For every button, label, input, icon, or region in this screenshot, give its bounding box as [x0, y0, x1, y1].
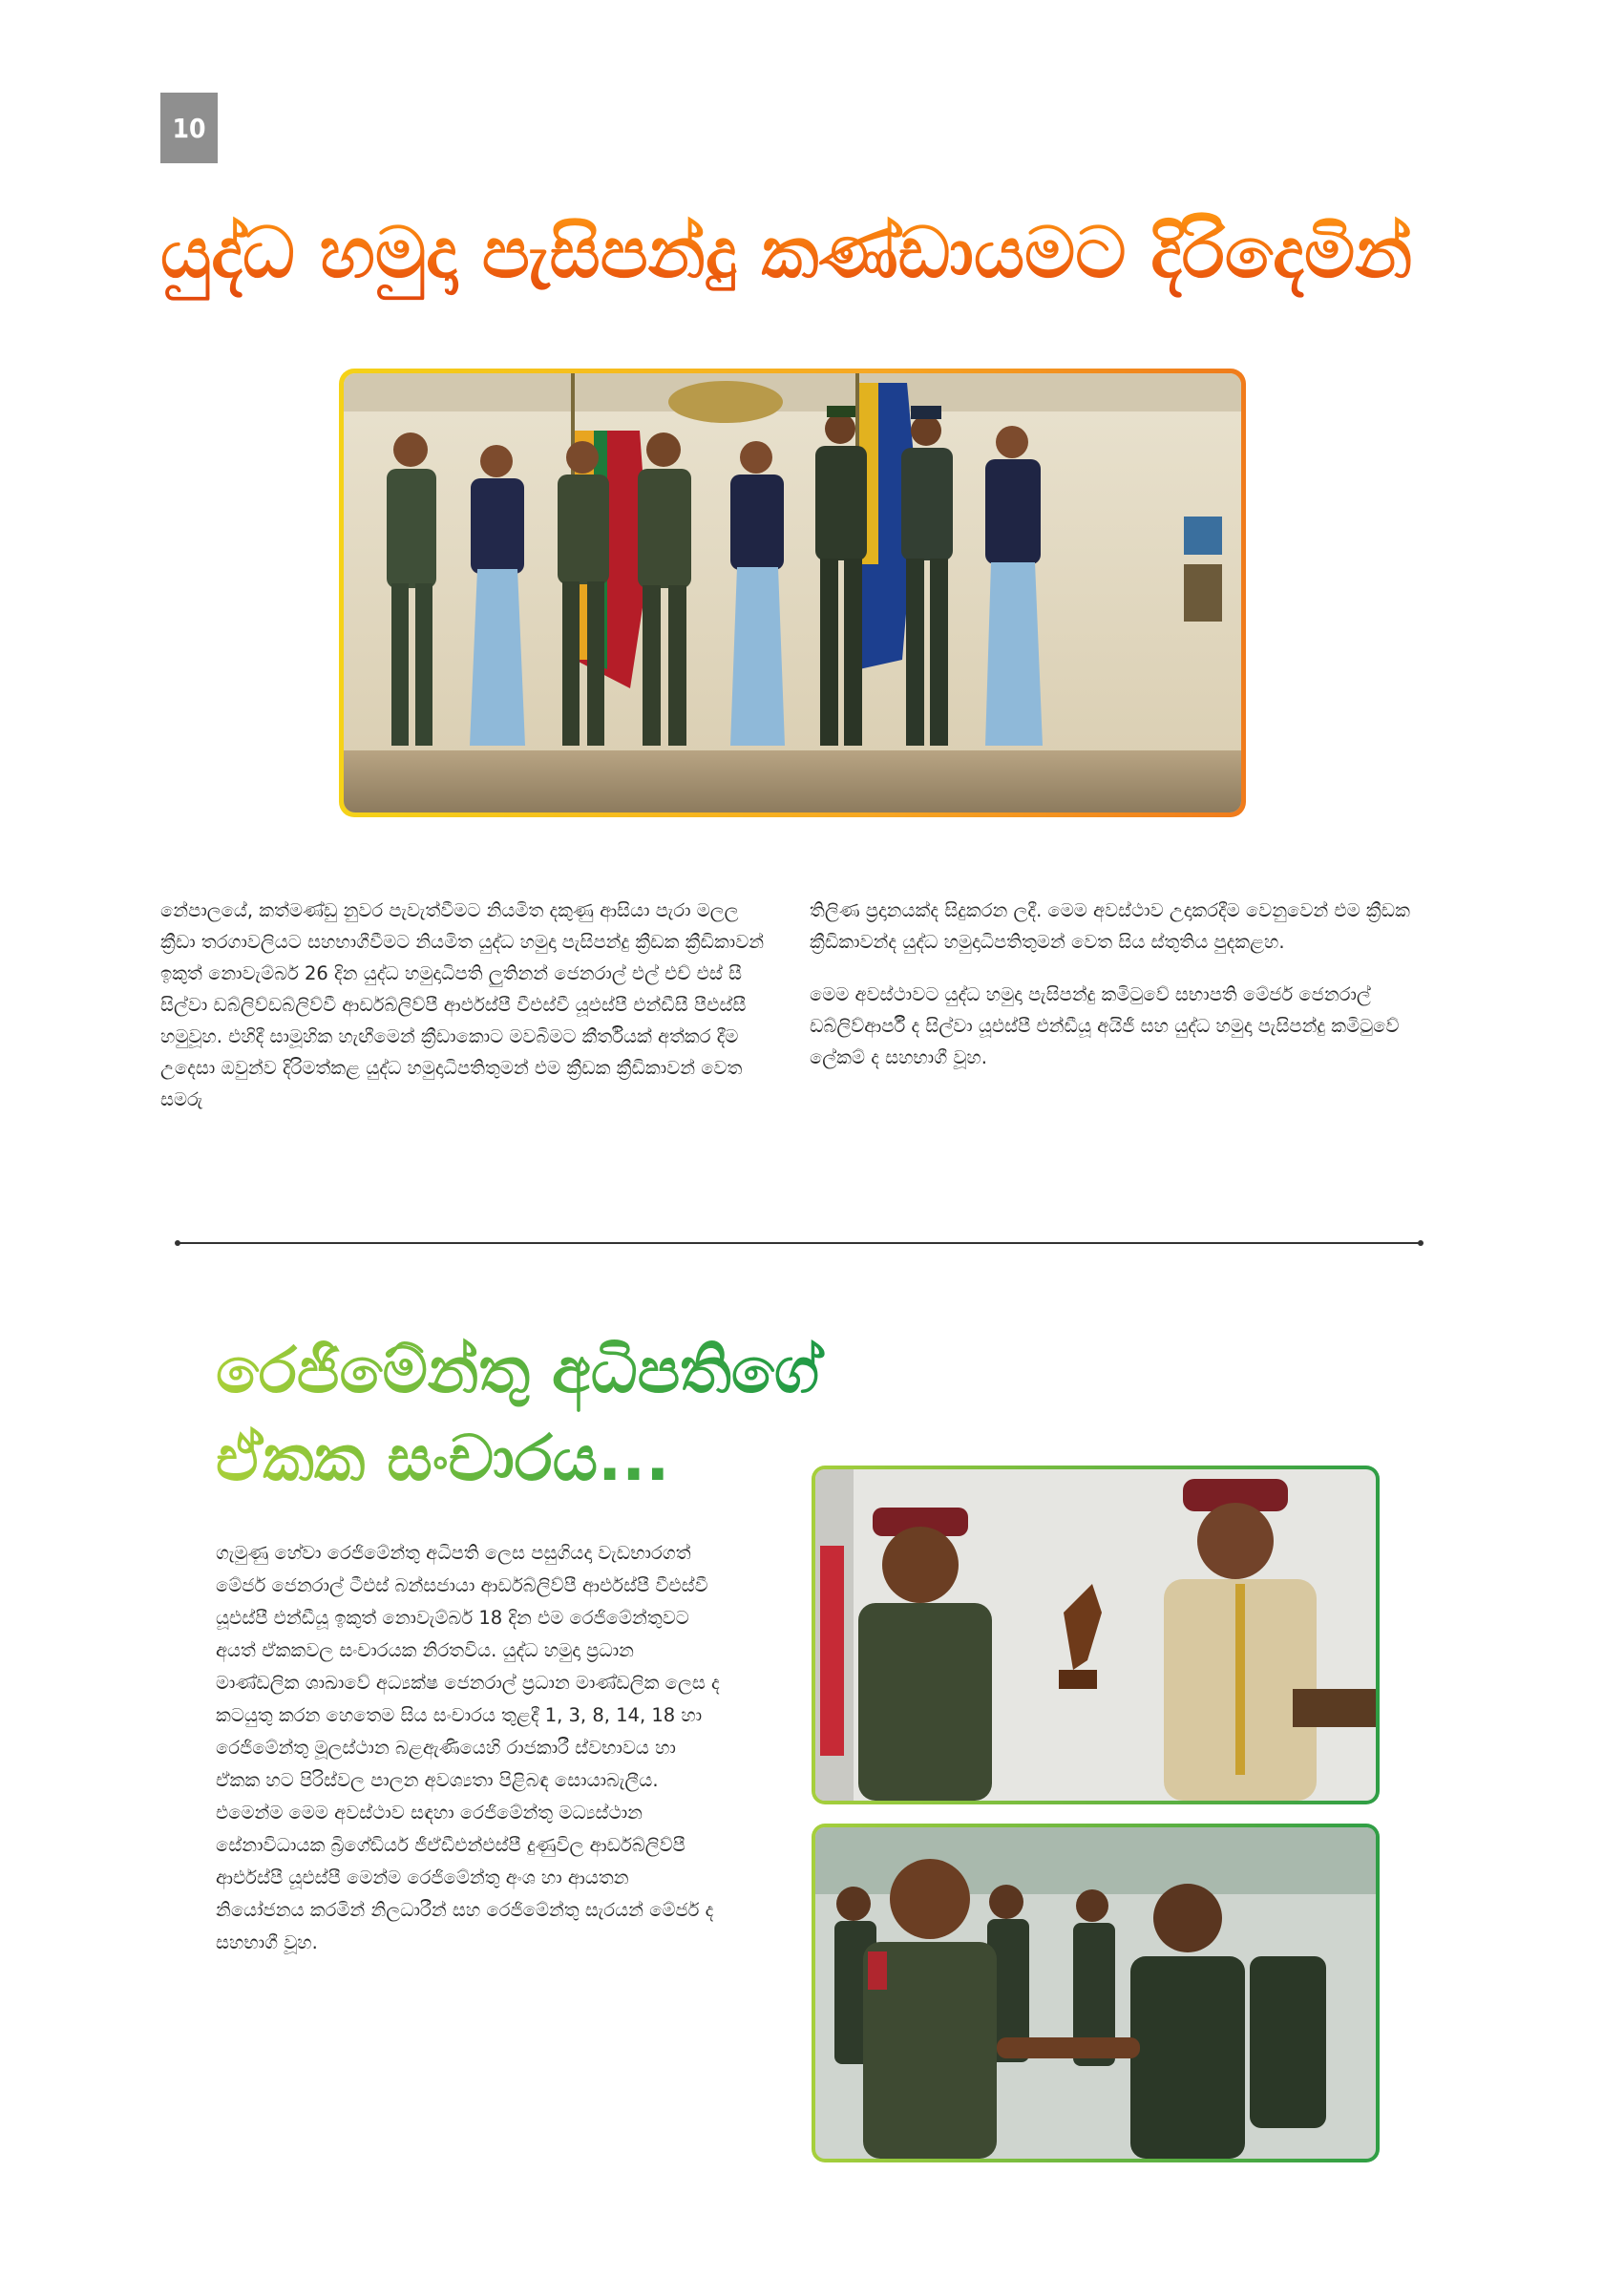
article1-title: යුද්ධ හමුදා පැසිපන්දු කණ්ඩායමට දිරිදෙමින් — [160, 205, 1497, 301]
group-photo-illustration — [344, 373, 1241, 812]
article2-paragraph: ගැමුණු හේවා රෙජිමේන්තු අධිපති ලෙස පසුගියදා වැඩභාරගත් මේජර් ජෙනරාල් ටීඑස් බන්සජායා ආර්ඩබ්ලිව්පී ආර්එස්පී වීඑස්වී යූඑස්පී එන්ඩීයූ ඉකුත් නොවැම්බර් 18 දින එම රෙජිමේන්තුවට අයත් ඒකකවල සංචාරයක නිරතවිය. යුද්ධ හමුදා ප්‍රධාන මාණ්ඩලික ශාඛාවේ අධ්‍යක්ෂ ජෙනරාල් ප්‍රධාන මාණ්ඩලික ලෙස ද කටයුතු කරන හෙතෙම සිය සංචාරය තුළදී 1, 3, 8, 14, 18 හා රෙජිමේන්තු මූලස්ථාන බළඇණියෙහි රාජකාරී ස්වභාවය හා ඒකක හට පිරිස්වල පාලන අවශ්‍යතා පිළිබඳ සොයාබැලීය. එමෙන්ම මෙම අවස්ථාව සඳහා රෙජිමේන්තු මධ්‍යස්ථාන සේනාවිධායක බ්‍රිගේඩියර් ජීඒඩීඑන්එස්පී දුණුවිල ආර්ඩබ්ලිව්පී ආර්එස්පී යූඑස්පී මෙන්ම රෙජිමේන්තු අංශ හා ආයතන නියෝජනය කරමින් නිලධාරීන් සහ රෙජිමේන්තු සැරයන් මේජර් ද සහභාගී වූහ. — [216, 1542, 720, 1953]
award-photo-illustration — [815, 1469, 1376, 1801]
award-photo — [812, 1466, 1380, 1804]
article1-paragraph-2: තිලිණ ප්‍රදානයක්ද සිදුකරන ලදී. මෙම අවස්ථාව උදාකරදීම වෙනුවෙන් එම ක්‍රීඩක ක්‍රීඩිකාවන්ද යුද්ධ හමුදාධිපතිතුමන් වෙත සිය ස්තුතිය පුදකළහ. — [810, 899, 1410, 953]
article1-paragraph-3: මෙම අවස්ථාවට යුද්ධ හමුදා පැසිපන්දු කමිටුවේ සභාපති මේජර් ජෙනරාල් ඩබ්ලිව්ආර්පී ද සිල්වා යූඑස්පී එන්ඩීයූ අයිජී සහ යුද්ධ හමුදා පැසිපන්දු කමිටුවේ ලේකම් ද සහභාගී වූහ. — [810, 983, 1400, 1068]
person-8 — [985, 426, 1043, 746]
visit-photo-illustration — [815, 1827, 1376, 2159]
article1-column-2 — [810, 895, 1430, 1094]
article1-paragraph-1: නේපාලයේ, කත්මණ්ඩු නුවර පැවැත්වීමට නියමිත දකුණු ආසියා පැරා මලල ක්‍රීඩා තරගාවලියට සහභාගීවීමට නියමිත යුද්ධ හමුදා පැසිපන්දු ක්‍රීඩක ක්‍රීඩිකාවන් ඉකුත් නොවැම්බර් 26 දින යුද්ධ හමුදාධිපති ලුතිනන් ජෙනරාල් එල් එච් එස් සී සිල්වා ඩබ්ලිව්ඩබ්ලිව්වී ආර්ඩබ්ලිව්පී ආර්එස්පී වීඑස්වී යූඑස්පී එන්ඩීසී පීඑස්සී හමුවූහ. එහිදී සාමූහික හැඟීමෙන් ක්‍රීඩාකොට මවබිමට කීර්තියක් අත්කර දීම උදෙසා ඔවුන්ව දිරිමත්කළ යුද්ධ හමුදාධිපතිතුමන් එම ක්‍රීඩක ක්‍රීඩිකාවන් වෙත සමරු — [160, 899, 765, 1110]
article2-title — [216, 1327, 884, 1503]
person-5 — [730, 441, 785, 746]
visit-photo — [812, 1824, 1380, 2162]
group-photo — [339, 369, 1246, 817]
person-2 — [470, 445, 525, 746]
article2-title-line-1: රෙජිමේන්තු අධිපතිගේ — [216, 1334, 820, 1407]
article2-title-line-2: ඒකක සංචාරය... — [216, 1422, 670, 1495]
article2-body — [216, 1537, 722, 1959]
page-number: 10 — [160, 93, 218, 163]
section-divider — [178, 1242, 1421, 1244]
article1-column-1 — [160, 895, 771, 1115]
